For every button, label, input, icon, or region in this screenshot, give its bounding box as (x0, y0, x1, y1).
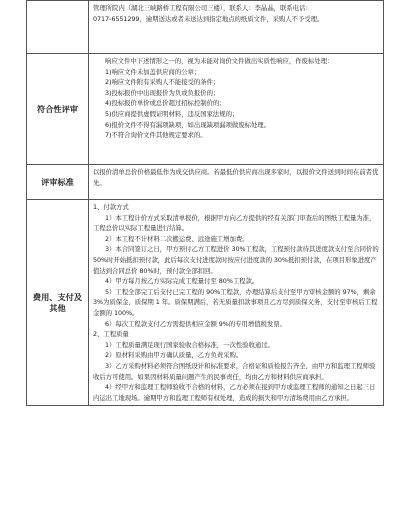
standard-text: 以报价清单总价价格最低作为成交供应商。若最低价供应商出现多家时，以报价文件送到时间在前者优先。 (93, 168, 379, 187)
submission-line: 管理所院内（湖北三峡路桥工程有限公司三楼），联系人：李晶晶，联系电话： (93, 4, 312, 12)
payment-item: 4）甲方每月按乙方实际完成工程量付至 80%工程款。 (105, 277, 259, 286)
section-title: 2、工程质量 (93, 330, 129, 339)
payment-item: 1）本工程计价方式采取清单报价，根据甲方向乙方提供的经有关部门审查后的图纸工程量为准，工程总价以实际工程量进行结算。 (93, 213, 376, 233)
procurement-table (26, 0, 384, 406)
payment-label (27, 200, 89, 406)
compliance-item: 1)响应文件未加盖供应商的公章； (105, 67, 201, 76)
compliance-content (89, 54, 384, 165)
payment-item: 3）本合同签订之日，甲方预付乙方工程进价 30%工程款，工程预付款待其进度款支付至合同价的 50%时开始抵扣预付款，此后每次支付进度款时按应付进度款的 30%抵扣预付款，在项目形象进度产值达到合同总价 80%时，预付款全部扣回。 (93, 245, 379, 275)
compliance-item: 2)响应文件附有采购人不能接受的条件； (105, 78, 220, 87)
compliance-item: 4)投标报价单价或总价超过招标控制价的； (105, 99, 226, 108)
submission-content (89, 1, 384, 54)
compliance-label: 符合性评审 (27, 54, 89, 165)
submission-line: 0717-6551299，逾期送达或者未送达到指定地点的纸质文件，采购人不予受理。 (93, 14, 324, 23)
standard-label: 评审标准 (27, 165, 89, 200)
compliance-item: 6)报价文件不得有漏项缺项，如出现缺项漏项做废标处理。 (105, 120, 270, 129)
submission-label-cell (27, 1, 89, 54)
compliance-item: 5)供应商提供虚假证明材料，违反国家法规的； (105, 109, 239, 118)
compliance-item: 3)投标报价中出现报价为负或负报价的； (105, 88, 220, 97)
payment-label-line: 费用、支付及 (32, 291, 83, 302)
payment-row (27, 200, 384, 406)
payment-item: 2）本工程不计材料二次搬运费、远途施工增加费。 (105, 234, 249, 243)
compliance-item: 7)不符合询价文件其他规定要求的。 (105, 131, 207, 140)
standard-content (89, 165, 384, 200)
quality-item: 4）经甲方和监理工程师验收不合格的材料，乙方必须在接到甲方或监理工程师的通知之日起三日内运出工地现场。逾期甲方和监理工程师有权处理，造成的损失和甲方清场费用由乙方承担。 (93, 383, 376, 402)
quality-item: 2）原材料采购由甲方确认质量，乙方负责采购。 (105, 351, 243, 360)
payment-item: 6）每次工程款支付乙方需提供相应金额 9%的专用增值税发票。 (105, 319, 286, 328)
payment-content (89, 200, 384, 406)
compliance-intro: 响应文件中下述情形之一的，视为未能对询价文件做出实质性响应，作废标处理： (105, 57, 334, 65)
payment-label-line: 其他 (49, 302, 66, 313)
standard-row (27, 165, 384, 200)
compliance-row (27, 54, 384, 165)
quality-item: 1）工程质量满足现行国家验收合格标准，一次性验收通过。 (105, 340, 274, 349)
quality-item: 3）乙方采购材料必须符合图纸设计和标准要求，合格证和质检报告齐全，由甲方和监理工程师验收后方可使用。如果因材料质量问题产生的民事责任，均由乙方和材料供应商承担。 (93, 361, 376, 381)
submission-row (27, 1, 384, 54)
payment-item: 5）工程全部完工后支付已完工程的 90%工程款，办理结算后支付至甲方审核金额的 97%，剩余 3%为质保金，质保期 1 年。质保期满后，若无质量扣款事项且乙方尽到质保义务，支付至审核后工程金额的 100%。 (93, 287, 378, 317)
section-title: 1、付款方式 (93, 203, 129, 211)
